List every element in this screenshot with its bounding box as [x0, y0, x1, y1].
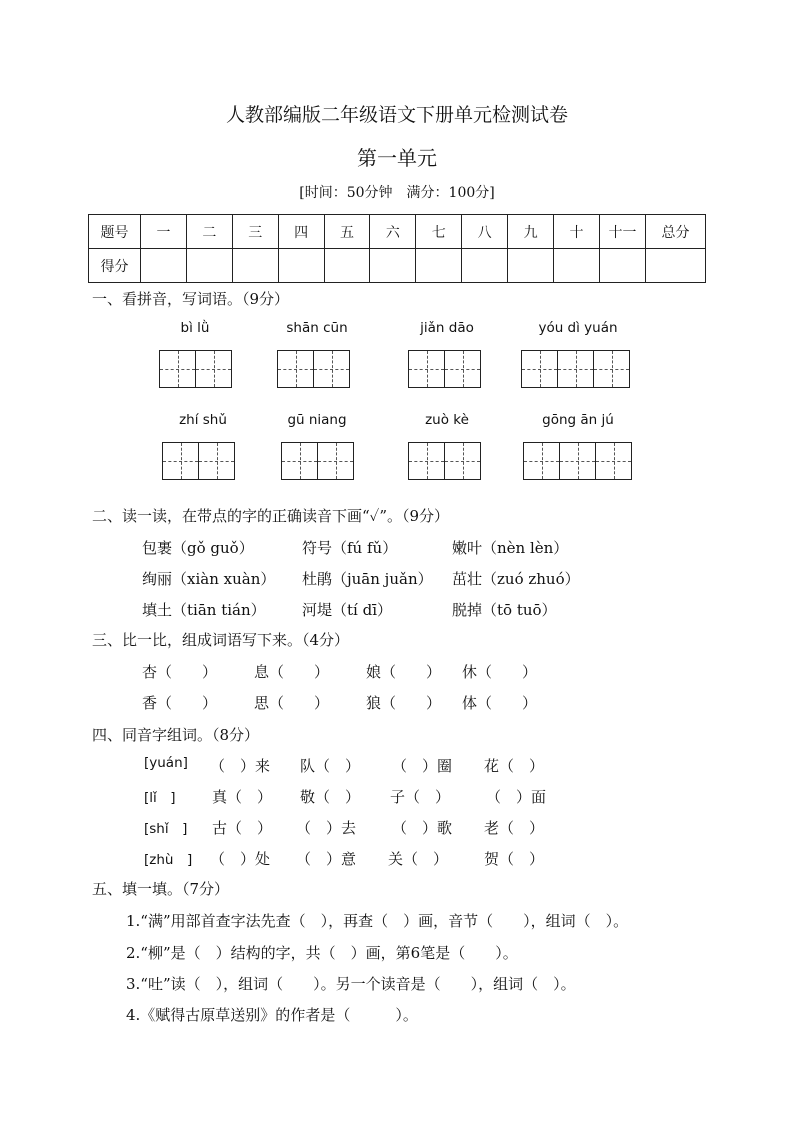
score-table-header-row	[89, 215, 706, 249]
score-input-cell[interactable]	[646, 249, 706, 283]
score-input-cell[interactable]	[278, 249, 324, 283]
score-header-cell: 五	[324, 215, 370, 249]
section-3-title: 三、比一比，组成词语写下来。（4分）	[92, 631, 350, 649]
homophone-blank[interactable]: （ ）面	[486, 788, 547, 806]
score-header-cell: 六	[370, 215, 416, 249]
score-input-cell[interactable]	[462, 249, 508, 283]
score-input-cell[interactable]	[416, 249, 462, 283]
score-table	[88, 214, 706, 283]
homophone-blank[interactable]: （ ）意	[296, 850, 357, 868]
homophone-blank[interactable]: （ ）去	[296, 819, 357, 837]
writing-grid[interactable]	[277, 350, 350, 388]
score-header-cell: 八	[462, 215, 508, 249]
time-score-info: [时间：50分钟 满分：100分]	[299, 185, 495, 201]
homophone-pinyin: [lǐ ]	[144, 790, 176, 806]
homophone-pinyin: [zhù ]	[144, 852, 193, 868]
score-input-cell[interactable]	[554, 249, 600, 283]
score-header-cell: 十	[554, 215, 600, 249]
score-input-cell[interactable]	[186, 249, 232, 283]
exam-title: 人教部编版二年级语文下册单元检测试卷	[225, 104, 568, 126]
reading-item: 包裹（gǒ guǒ）	[142, 539, 254, 557]
homophone-blank[interactable]: 关（ ）	[388, 850, 449, 868]
score-header-cell: 二	[186, 215, 232, 249]
pinyin-label: zhí shǔ	[179, 412, 227, 428]
score-input-cell[interactable]	[324, 249, 370, 283]
pinyin-label: jiǎn dāo	[420, 320, 474, 336]
unit-subtitle: 第一单元	[357, 146, 437, 170]
homophone-pinyin: [yuán]	[144, 755, 188, 771]
section-1-title: 一、看拼音，写词语。（9分）	[92, 290, 290, 308]
homophone-blank[interactable]: （ ）圈	[392, 757, 453, 775]
homophone-pinyin: [shǐ ]	[144, 821, 188, 837]
section-5-title: 五、填一填。（7分）	[92, 880, 230, 898]
score-row-label: 得分	[89, 249, 141, 283]
reading-item: 符号（fú fǔ）	[302, 539, 398, 557]
pinyin-label: bì lǜ	[180, 320, 210, 336]
compare-item[interactable]: 息（ ）	[254, 663, 330, 681]
writing-grid[interactable]	[408, 350, 481, 388]
pinyin-label: yóu dì yuán	[538, 320, 618, 336]
homophone-blank[interactable]: 老（ ）	[484, 819, 545, 837]
fill-item[interactable]: 1.“满”用部首查字法先查（ ），再查（ ）画，音节（ ），组词（ ）。	[126, 912, 629, 930]
section-2-title: 二、读一读，在带点的字的正确读音下画“✓”。（9分）	[92, 507, 450, 525]
reading-item: 绚丽（xiàn xuàn）	[142, 570, 276, 588]
score-input-cell[interactable]	[600, 249, 646, 283]
reading-item: 杜鹃（juān juǎn）	[302, 570, 433, 588]
homophone-blank[interactable]: 队（ ）	[300, 757, 361, 775]
writing-grid[interactable]	[521, 350, 630, 388]
writing-grid[interactable]	[281, 442, 354, 480]
compare-item[interactable]: 杏（ ）	[142, 663, 218, 681]
pinyin-label: gōng ān jú	[542, 412, 614, 428]
compare-item[interactable]: 思（ ）	[254, 694, 330, 712]
compare-item[interactable]: 休（ ）	[462, 663, 538, 681]
reading-item: 茁壮（zuó zhuó）	[452, 570, 580, 588]
compare-item[interactable]: 娘（ ）	[366, 663, 442, 681]
score-header-cell: 七	[416, 215, 462, 249]
homophone-blank[interactable]: 敬（ ）	[300, 788, 361, 806]
reading-item: 脱掉（tō tuō）	[452, 601, 557, 619]
score-input-cell[interactable]	[508, 249, 554, 283]
fill-item[interactable]: 4.《赋得古原草送别》的作者是（ ）。	[126, 1006, 418, 1024]
score-input-cell[interactable]	[370, 249, 416, 283]
reading-item: 河堤（tí dī）	[302, 601, 392, 619]
homophone-blank[interactable]: 古（ ）	[212, 819, 273, 837]
score-header-cell: 三	[232, 215, 278, 249]
homophone-blank[interactable]: （ ）处	[210, 850, 271, 868]
score-header-cell: 四	[278, 215, 324, 249]
homophone-blank[interactable]: 真（ ）	[212, 788, 273, 806]
score-input-cell[interactable]	[232, 249, 278, 283]
compare-item[interactable]: 体（ ）	[462, 694, 538, 712]
homophone-blank[interactable]: 子（ ）	[390, 788, 451, 806]
writing-grid[interactable]	[408, 442, 481, 480]
pinyin-label: shān cūn	[286, 320, 348, 336]
score-table-score-row	[89, 249, 706, 283]
homophone-blank[interactable]: （ ）歌	[392, 819, 453, 837]
pinyin-label: zuò kè	[425, 412, 469, 428]
compare-item[interactable]: 香（ ）	[142, 694, 218, 712]
pinyin-label: gū niang	[287, 412, 347, 428]
score-header-cell: 十一	[600, 215, 646, 249]
homophone-blank[interactable]: 花（ ）	[484, 757, 545, 775]
reading-item: 嫩叶（nèn lèn）	[452, 539, 569, 557]
score-input-cell[interactable]	[141, 249, 187, 283]
section-4-title: 四、同音字组词。（8分）	[92, 726, 260, 744]
writing-grid[interactable]	[162, 442, 235, 480]
score-header-cell: 总分	[646, 215, 706, 249]
fill-item[interactable]: 3.“吐”读（ ），组词（ ）。另一个读音是（ ），组词（ ）。	[126, 975, 576, 993]
writing-grid[interactable]	[159, 350, 232, 388]
writing-grid[interactable]	[523, 442, 632, 480]
compare-item[interactable]: 狼（ ）	[366, 694, 442, 712]
homophone-blank[interactable]: （ ）来	[210, 757, 271, 775]
reading-item: 填土（tiān tián）	[142, 601, 266, 619]
score-header-cell: 一	[141, 215, 187, 249]
score-header-cell: 九	[508, 215, 554, 249]
homophone-blank[interactable]: 贺（ ）	[484, 850, 545, 868]
score-header-cell: 题号	[89, 215, 141, 249]
fill-item[interactable]: 2.“柳”是（ ）结构的字，共（ ）画，第6笔是（ ）。	[126, 944, 518, 962]
